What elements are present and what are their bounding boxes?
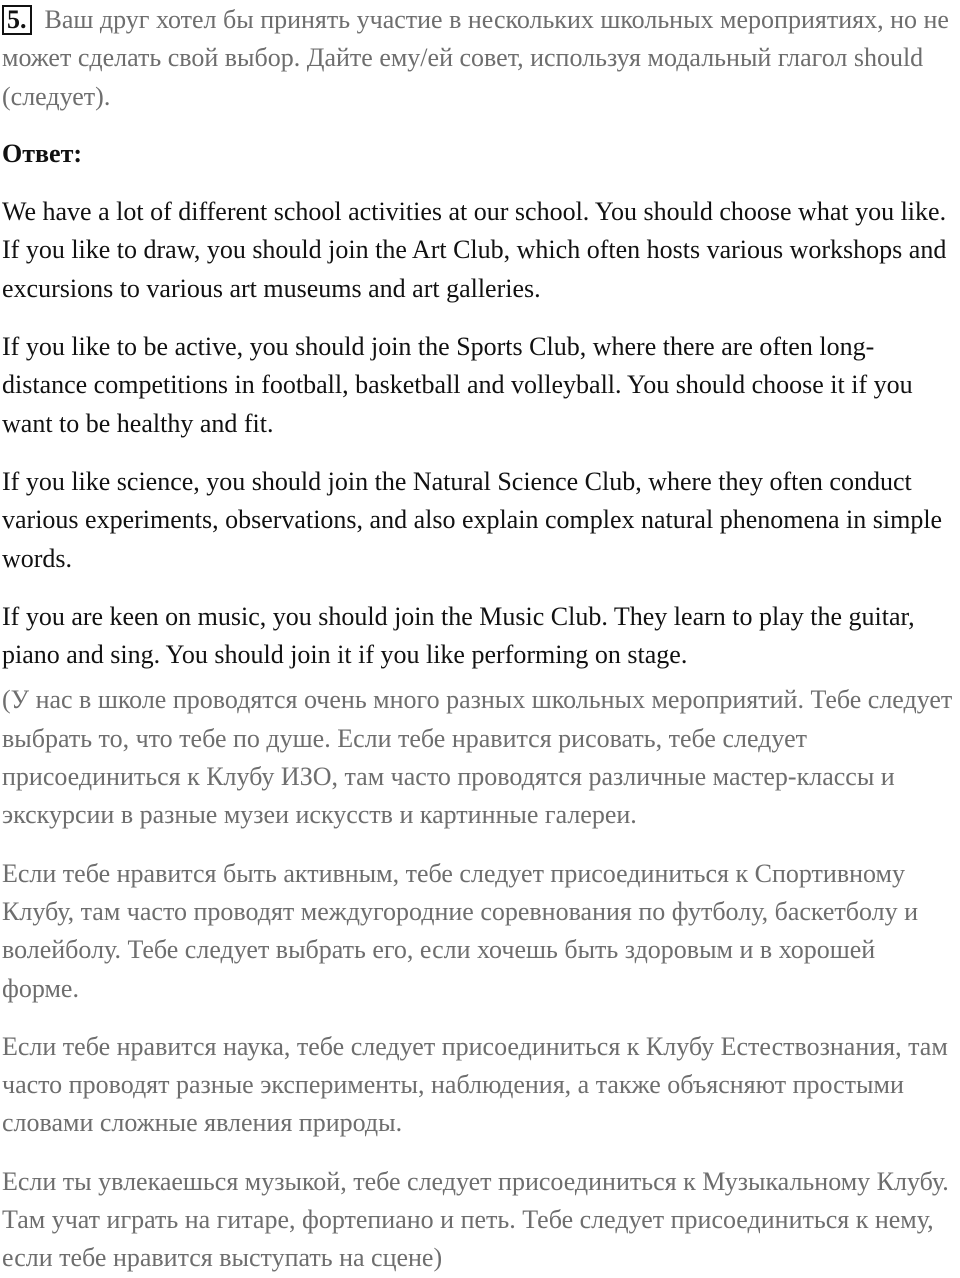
- english-answer: [2, 193, 958, 674]
- answer-label: Ответ:: [2, 138, 83, 168]
- document-page: [2, 0, 958, 1278]
- task-number: 5.: [2, 5, 32, 35]
- russian-translation: [2, 681, 958, 1277]
- task-text: Ваш друг хотел бы принять участие в нескольких школьных мероприятиях, но не может сделать свой выбор. Дайте ему/ей совет, используя модальный глагол should (следует).: [2, 5, 949, 111]
- russian-paragraph: Если тебе нравится наука, тебе следует присоединиться к Клубу Естествознания, там часто проводят разные эксперименты, наблюдения, а также объясняют простыми словами сложные явления природы.: [2, 1031, 948, 1138]
- english-paragraph: If you like to be active, you should join the Sports Club, where there are often long-distance competitions in football, basketball and volleyball. You should choose it if you want to be healthy and fit.: [2, 332, 913, 438]
- russian-paragraph: Если тебе нравится быть активным, тебе следует присоединиться к Спортивному Клубу, там часто проводят междугородние соревнования по футболу, баскетболу и волейболу. Тебе следует выбрать его, если хочешь быть здоровым и в хорошей форме.: [2, 858, 919, 1003]
- english-paragraph: We have a lot of different school activities at our school. You should choose what you like. If you like to draw, you should join the Art Club, which often hosts various workshops and excursions to various art museums and art galleries.: [2, 197, 947, 303]
- english-paragraph: If you like science, you should join the Natural Science Club, where they often conduct various experiments, observations, and also explain complex natural phenomena in simple words.: [2, 466, 943, 573]
- task-statement: [2, 0, 958, 116]
- russian-paragraph: (У нас в школе проводятся очень много разных школьных мероприятий. Тебе следует выбрать то, что тебе по душе. Если тебе нравится рисовать, тебе следует присоединиться к Клубу ИЗО, там часто проводятся различные мастер-классы и экскурсии в разные музеи искусств и картинные галереи.: [2, 685, 953, 830]
- english-paragraph: If you are keen on music, you should join the Music Club. They learn to play the guitar, piano and sing. You should join it if you like performing on stage.: [2, 601, 915, 670]
- russian-paragraph: Если ты увлекаешься музыкой, тебе следует присоединиться к Музыкальному Клубу. Там учат играть на гитаре, фортепиано и петь. Тебе следует присоединиться к нему, если тебе нравится выступать на сцене): [2, 1166, 949, 1273]
